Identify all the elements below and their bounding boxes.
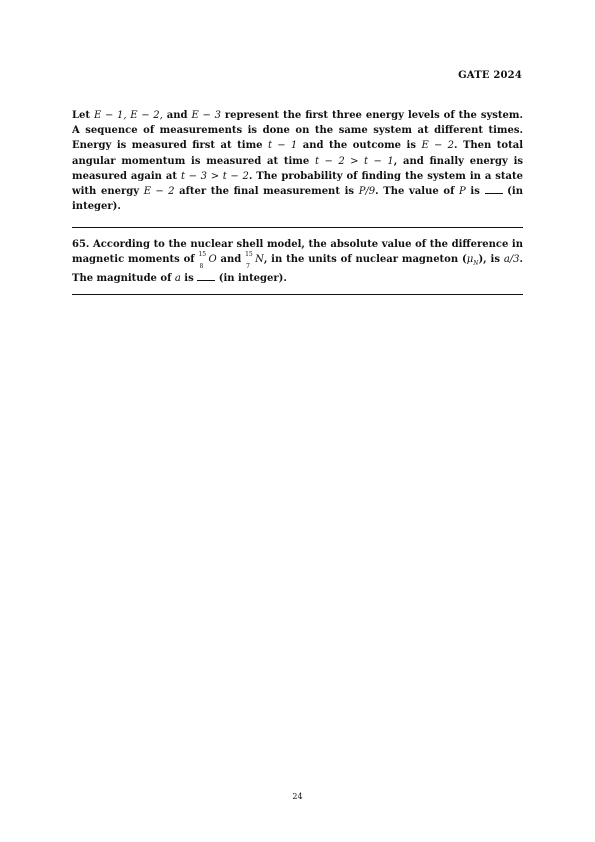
mass-number: 15 xyxy=(245,251,253,259)
mass-number: 15 xyxy=(198,251,207,259)
text-run: . The probability of finding the system in a state with energy xyxy=(72,170,523,198)
text-run: Let xyxy=(72,110,94,121)
nuclide-nitrogen-15 xyxy=(245,251,264,271)
math-time-3: t − 3 > t − 2 xyxy=(180,170,249,182)
text-run: 65. According to the nuclear shell model, the absolute value of the difference in magnetic moments of xyxy=(72,239,523,266)
math-a-over-3: a/3 xyxy=(503,254,520,266)
math-energy-levels-1-2: E − 1, E − 2, xyxy=(94,110,163,121)
text-run: and xyxy=(162,110,192,121)
text-run: , and finally energy is measured again at xyxy=(72,155,524,182)
text-run: . Then total angular momentum is measured at time xyxy=(72,140,523,167)
text-run: ), is xyxy=(478,254,504,266)
math-p: P xyxy=(459,186,466,198)
separator-rule xyxy=(72,294,523,295)
text-run: (in integer). xyxy=(215,273,287,285)
answer-blank xyxy=(485,187,503,194)
nuclide-oxygen-15 xyxy=(198,251,217,271)
text-run: , in the units of nuclear magneton ( xyxy=(263,254,467,266)
text-run: is xyxy=(180,273,198,285)
mu-subscript: N xyxy=(473,260,479,268)
question-65 xyxy=(72,237,523,287)
question-64-text xyxy=(72,108,523,214)
text-run: after the final measurement is xyxy=(174,186,359,198)
element-symbol: O xyxy=(208,254,217,266)
text-run: . The value of xyxy=(375,186,460,198)
text-run: . The magnitude of xyxy=(72,254,523,285)
answer-blank xyxy=(197,274,215,281)
mu-symbol: μ xyxy=(466,254,474,266)
element-symbol: N xyxy=(255,254,264,266)
math-target-energy: E − 2 xyxy=(143,186,175,198)
math-energy-level-3: E − 3 xyxy=(191,110,221,121)
text-run: is xyxy=(465,186,485,198)
math-nuclear-magneton xyxy=(466,254,479,268)
atomic-number: 8 xyxy=(199,263,204,271)
math-outcome-energy: E − 2 xyxy=(421,140,454,152)
question-64-continuation xyxy=(72,108,523,214)
math-time-1: t − 1 xyxy=(268,140,298,152)
text-run: and the outcome is xyxy=(297,140,422,152)
math-a: a xyxy=(174,273,181,285)
atomic-number: 7 xyxy=(246,263,250,271)
math-time-2: t − 2 > t − 1 xyxy=(315,155,394,167)
exam-header: GATE 2024 xyxy=(458,70,522,81)
text-run: represent the first three energy levels of the system. A sequence of measurements is done on the same system at different times. Energy is measured first at time xyxy=(72,110,523,152)
math-probability: P/9 xyxy=(358,186,376,198)
page-number: 24 xyxy=(292,792,303,801)
question-65-text xyxy=(72,237,523,287)
separator-rule xyxy=(72,227,523,228)
text-run: (in integer). xyxy=(72,186,523,213)
text-run: and xyxy=(216,254,246,266)
